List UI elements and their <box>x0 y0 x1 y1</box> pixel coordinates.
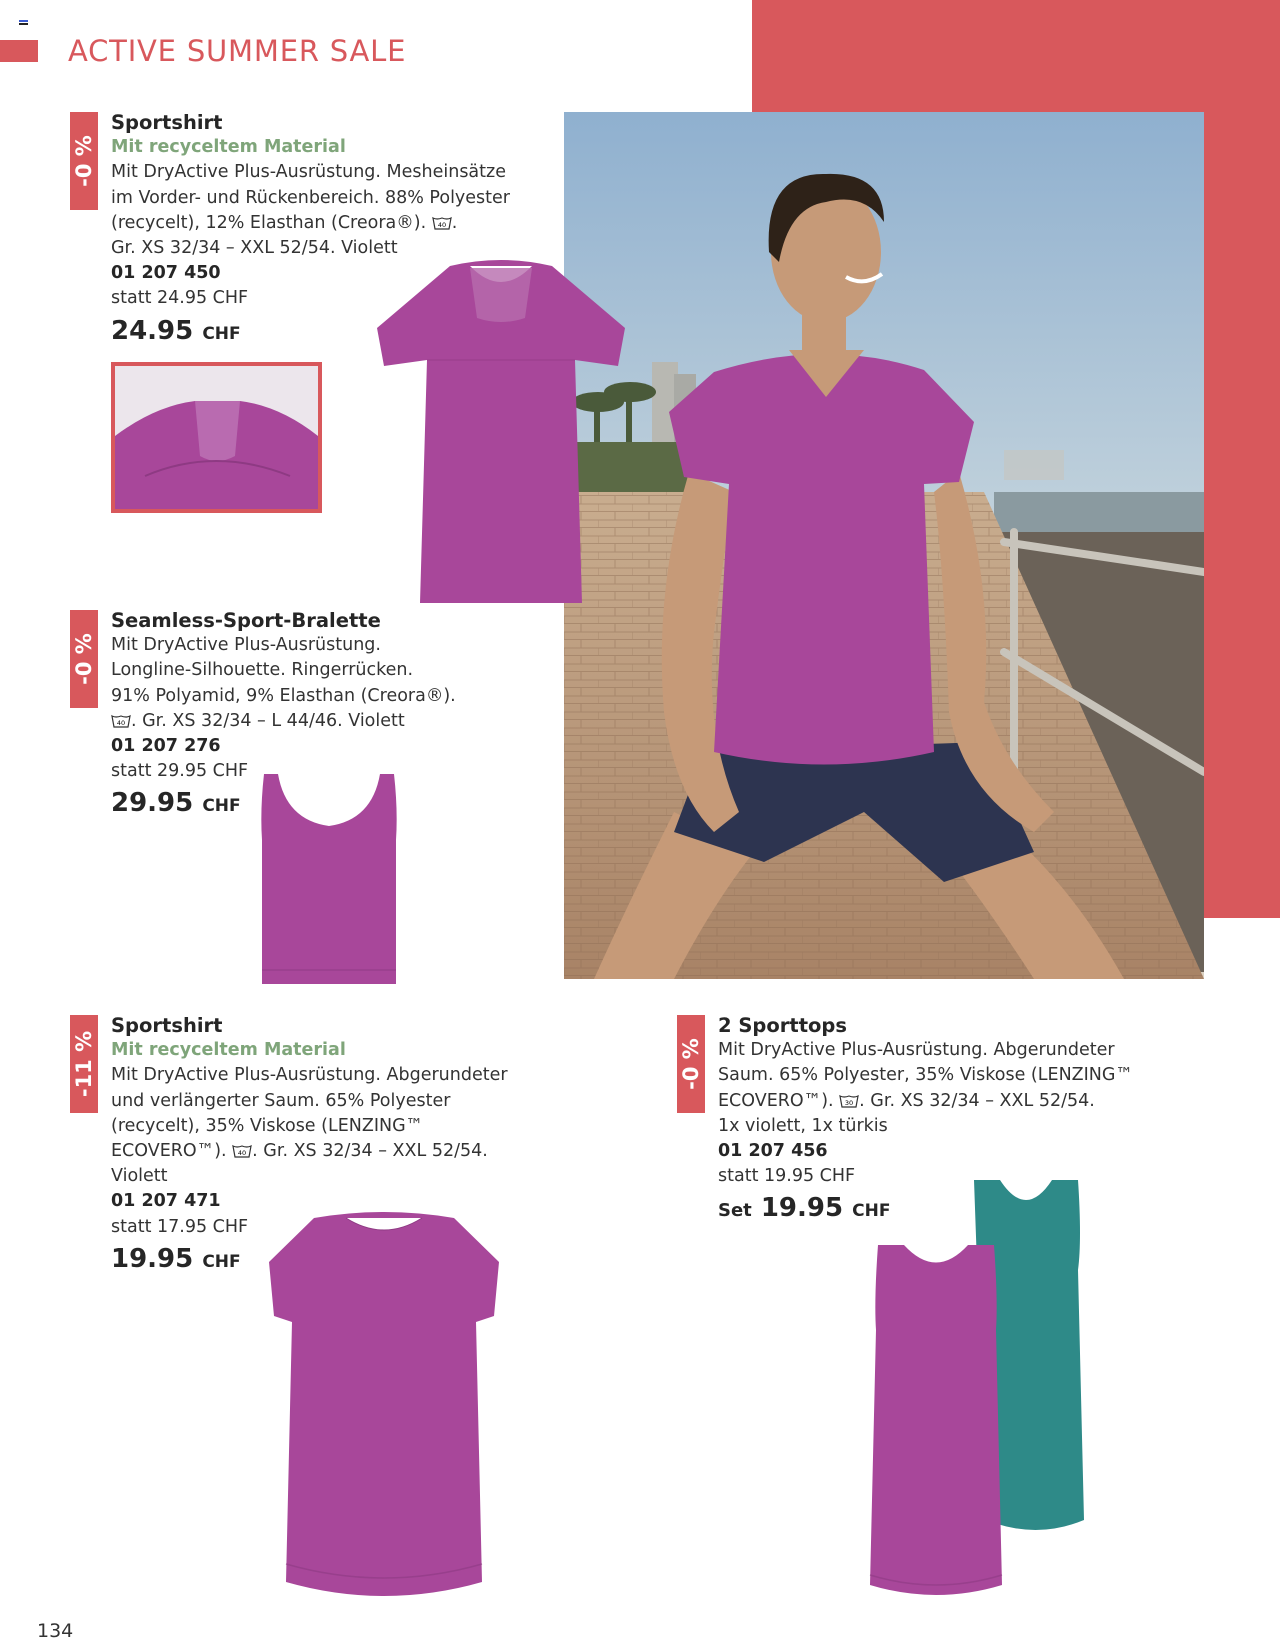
wash-care-icon <box>432 216 452 230</box>
wash-care-temperature: 40 <box>238 1149 247 1158</box>
description-line: Mit DryActive Plus-Ausrüstung. <box>111 635 381 656</box>
product-title: Sportshirt <box>111 1014 223 1037</box>
description-line: ECOVERO™). 30 . Gr. XS 32/34 – XXL 52/54. <box>718 1090 1095 1111</box>
price-prefix: Set <box>718 1200 752 1222</box>
description-line: im Vorder- und Rückenbereich. 88% Polyester <box>111 187 510 208</box>
wash-care-icon <box>839 1094 859 1108</box>
wash-care-icon <box>232 1144 252 1158</box>
description-line: Violett <box>111 1166 168 1187</box>
product-description <box>111 1063 531 1189</box>
description-line: und verlängerter Saum. 65% Polyester <box>111 1090 451 1111</box>
description-line: 40 . Gr. XS 32/34 – L 44/46. Violett <box>111 709 511 734</box>
wash-care-temperature: 30 <box>845 1098 854 1107</box>
product-title: Sportshirt <box>111 111 223 134</box>
article-number: 01 207 276 <box>111 736 221 757</box>
price-currency: CHF <box>202 796 241 817</box>
product-title: 2 Sporttops <box>718 1014 847 1037</box>
product-title: Seamless-Sport-Bralette <box>111 609 381 632</box>
product-description <box>111 160 511 261</box>
description-line: Mit DryActive Plus-Ausrüstung. Abgerundeter <box>718 1040 1115 1061</box>
description-line: Saum. 65% Polyester, 35% Viskose (LENZING™ <box>718 1065 1133 1086</box>
hero-photo <box>564 112 1204 979</box>
article-number: 01 207 471 <box>111 1191 221 1212</box>
wash-care-icon <box>111 714 131 728</box>
product-image-tshirt <box>370 258 632 608</box>
description-line: 1x violett, 1x türkis <box>718 1115 888 1136</box>
flag-icon <box>19 20 28 27</box>
hero-illustration <box>564 112 1204 979</box>
price-currency: CHF <box>202 323 241 344</box>
price-value: 19.95 <box>760 1193 844 1224</box>
discount-badge <box>70 610 98 708</box>
description-line: Gr. XS 32/34 – XXL 52/54. Violett <box>111 238 398 259</box>
discount-badge-text: -0 % <box>679 1038 703 1090</box>
article-number: 01 207 456 <box>718 1141 828 1162</box>
old-price: statt 17.95 CHF <box>111 1216 249 1237</box>
product-image-long-shirt <box>254 1212 514 1604</box>
description-line: (recycelt), 12% Elasthan (Creora®). 40 . <box>111 212 458 233</box>
price-value: 24.95 <box>111 315 194 346</box>
old-price: statt 24.95 CHF <box>111 288 249 309</box>
description-line: Mit DryActive Plus-Ausrüstung. Abgerundeter <box>111 1065 508 1086</box>
discount-badge-text: -0 % <box>72 135 96 187</box>
wash-care-temperature: 40 <box>116 718 126 727</box>
header-accent-bar <box>0 40 38 62</box>
article-number: 01 207 450 <box>111 263 221 284</box>
discount-badge <box>677 1015 705 1113</box>
discount-badge-text: -11 % <box>72 1030 96 1098</box>
description-line: 91% Polyamid, 9% Elasthan (Creora®). <box>111 685 456 706</box>
price-value: 19.95 <box>111 1243 194 1274</box>
product-image-tank-tops <box>866 1180 1146 1605</box>
product-subtitle: Mit recyceltem Material <box>111 137 346 158</box>
description-line: Mit DryActive Plus-Ausrüstung. Mesheinsätze <box>111 162 506 183</box>
page-number: 134 <box>37 1620 74 1642</box>
old-price: statt 29.95 CHF <box>111 761 249 782</box>
product-description <box>718 1038 1158 1139</box>
wash-care-temperature: 40 <box>437 220 446 229</box>
detail-inset-image <box>111 362 322 513</box>
product-image-bralette <box>256 770 402 986</box>
discount-badge-text: -0 % <box>72 633 96 685</box>
price-value: 29.95 <box>111 788 194 819</box>
description-line: (recycelt), 35% Viskose (LENZING™ <box>111 1115 424 1136</box>
product-description <box>111 633 511 734</box>
description-line: Longline-Silhouette. Ringerrücken. <box>111 660 414 681</box>
page-title: ACTIVE SUMMER SALE <box>68 34 407 68</box>
price-currency: CHF <box>202 1251 241 1272</box>
discount-badge <box>70 112 98 210</box>
discount-badge <box>70 1015 98 1113</box>
old-price: statt 19.95 CHF <box>718 1166 856 1187</box>
product-subtitle: Mit recyceltem Material <box>111 1040 346 1061</box>
price-currency: CHF <box>852 1201 891 1222</box>
description-line: ECOVERO™). 40 . Gr. XS 32/34 – XXL 52/54. <box>111 1141 488 1162</box>
